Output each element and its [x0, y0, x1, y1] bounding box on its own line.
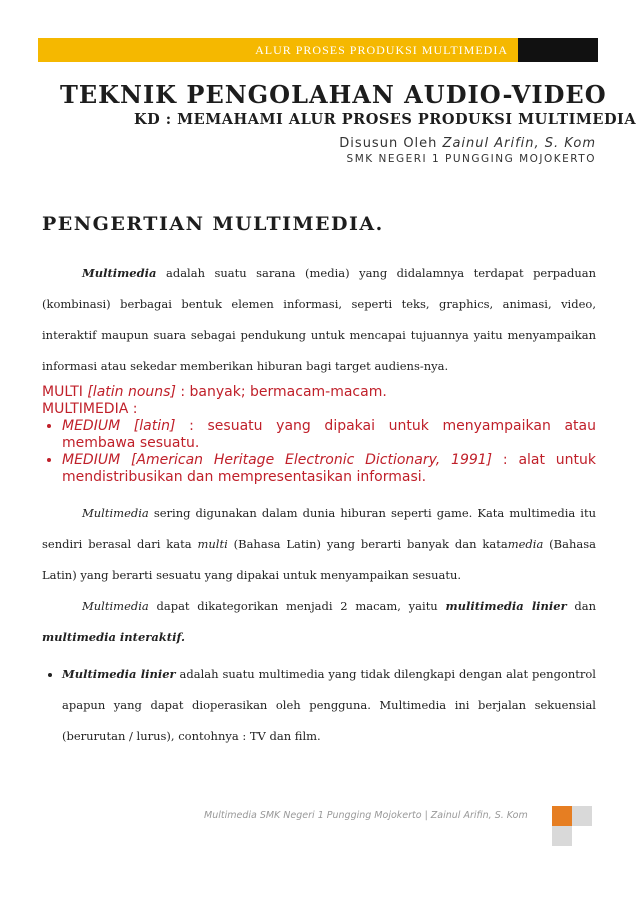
term: Multimedia [82, 266, 157, 280]
paragraph-1 [42, 258, 596, 382]
footer-gray-square [552, 826, 572, 846]
term: Multimedia [82, 599, 149, 613]
paragraph-text: dapat dikategorikan menjadi 2 macam, yaitu [148, 599, 446, 613]
banner-black-block [518, 38, 598, 62]
term: multi [197, 537, 228, 551]
term: Multimedia linier [62, 667, 176, 681]
def-text: [latin nouns] [87, 384, 176, 400]
definition-item [62, 418, 596, 452]
document-title: TEKNIK PENGOLAHAN AUDIO-VIDEO [60, 80, 607, 109]
term: media [507, 537, 544, 551]
paragraph-text: sering digunakan dalam dunia hiburan seperti game. Kata multimedia itu sendiri berasal dari kata [42, 506, 596, 551]
def-term: MEDIUM [American Heritage Electronic Dictionary, 1991] [62, 452, 493, 468]
paragraph-text: (Bahasa Latin) yang berarti banyak dan kata [227, 537, 508, 551]
list-item [62, 659, 596, 752]
paragraph-text: adalah suatu sarana (media) yang didalamnya terdapat perpaduan (kombinasi) berbagai bentuk elemen informasi, seperti teks, graphics, animasi, video, interaktif maupun suara sebagai pendukung untuk mencapai tujuannya yaitu menyampaikan informasi atau sekedar memberikan hiburan bagi target audiens-nya. [42, 266, 596, 373]
author-line [339, 136, 596, 151]
term: mulitimedia linier [445, 599, 567, 613]
term: Multimedia [82, 506, 149, 520]
footer-gray-square [572, 806, 592, 826]
definition-list [42, 418, 596, 486]
def-text: : banyak; bermacam-macam. [175, 384, 387, 400]
author-prefix: Disusun Oleh [339, 136, 438, 151]
main-content [42, 258, 596, 752]
def-text: : alat untuk mendistribusikan dan mempresentasikan informasi. [62, 452, 596, 485]
paragraph-2 [42, 498, 596, 591]
list-item-text: adalah suatu multimedia yang tidak dilengkapi dengan alat pengontrol apapun yang dapat dioperasikan oleh pengguna. Multimedia ini berjalan sekuensial (berurutan / lurus), contohnya : TV dan film. [62, 667, 596, 743]
paragraph-3 [42, 591, 596, 653]
definition-item [62, 452, 596, 486]
kd-subtitle: KD : MEMAHAMI ALUR PROSES PRODUKSI MULTIMEDIA [134, 111, 637, 128]
definition-block [42, 384, 596, 486]
def-multimedia: MULTIMEDIA : [42, 401, 138, 417]
footer-text: Multimedia SMK Negeri 1 Pungging Mojokerto | Zainul Arifin, S. Kom [204, 810, 528, 821]
def-text: : sesuatu yang dipakai untuk menyampaikan atau membawa sesuatu. [62, 418, 596, 451]
term: multimedia interaktif. [42, 630, 185, 644]
paragraph-text: dan [566, 599, 597, 613]
author-name: Zainul Arifin, S. Kom [442, 136, 596, 151]
def-multi [42, 384, 596, 401]
section-heading: PENGERTIAN MULTIMEDIA. [42, 213, 384, 235]
def-term: MEDIUM [latin] [62, 418, 176, 434]
header-banner [38, 38, 598, 62]
school-name: SMK NEGERI 1 PUNGGING MOJOKERTO [346, 153, 596, 165]
footer-orange-square [552, 806, 572, 826]
paragraph-text: (Bahasa Latin) yang berarti sesuatu yang dipakai untuk menyampaikan sesuatu. [42, 537, 596, 582]
banner-text: ALUR PROSES PRODUKSI MULTIMEDIA [38, 38, 518, 62]
category-list [42, 659, 596, 752]
def-text: MULTI [42, 384, 88, 400]
